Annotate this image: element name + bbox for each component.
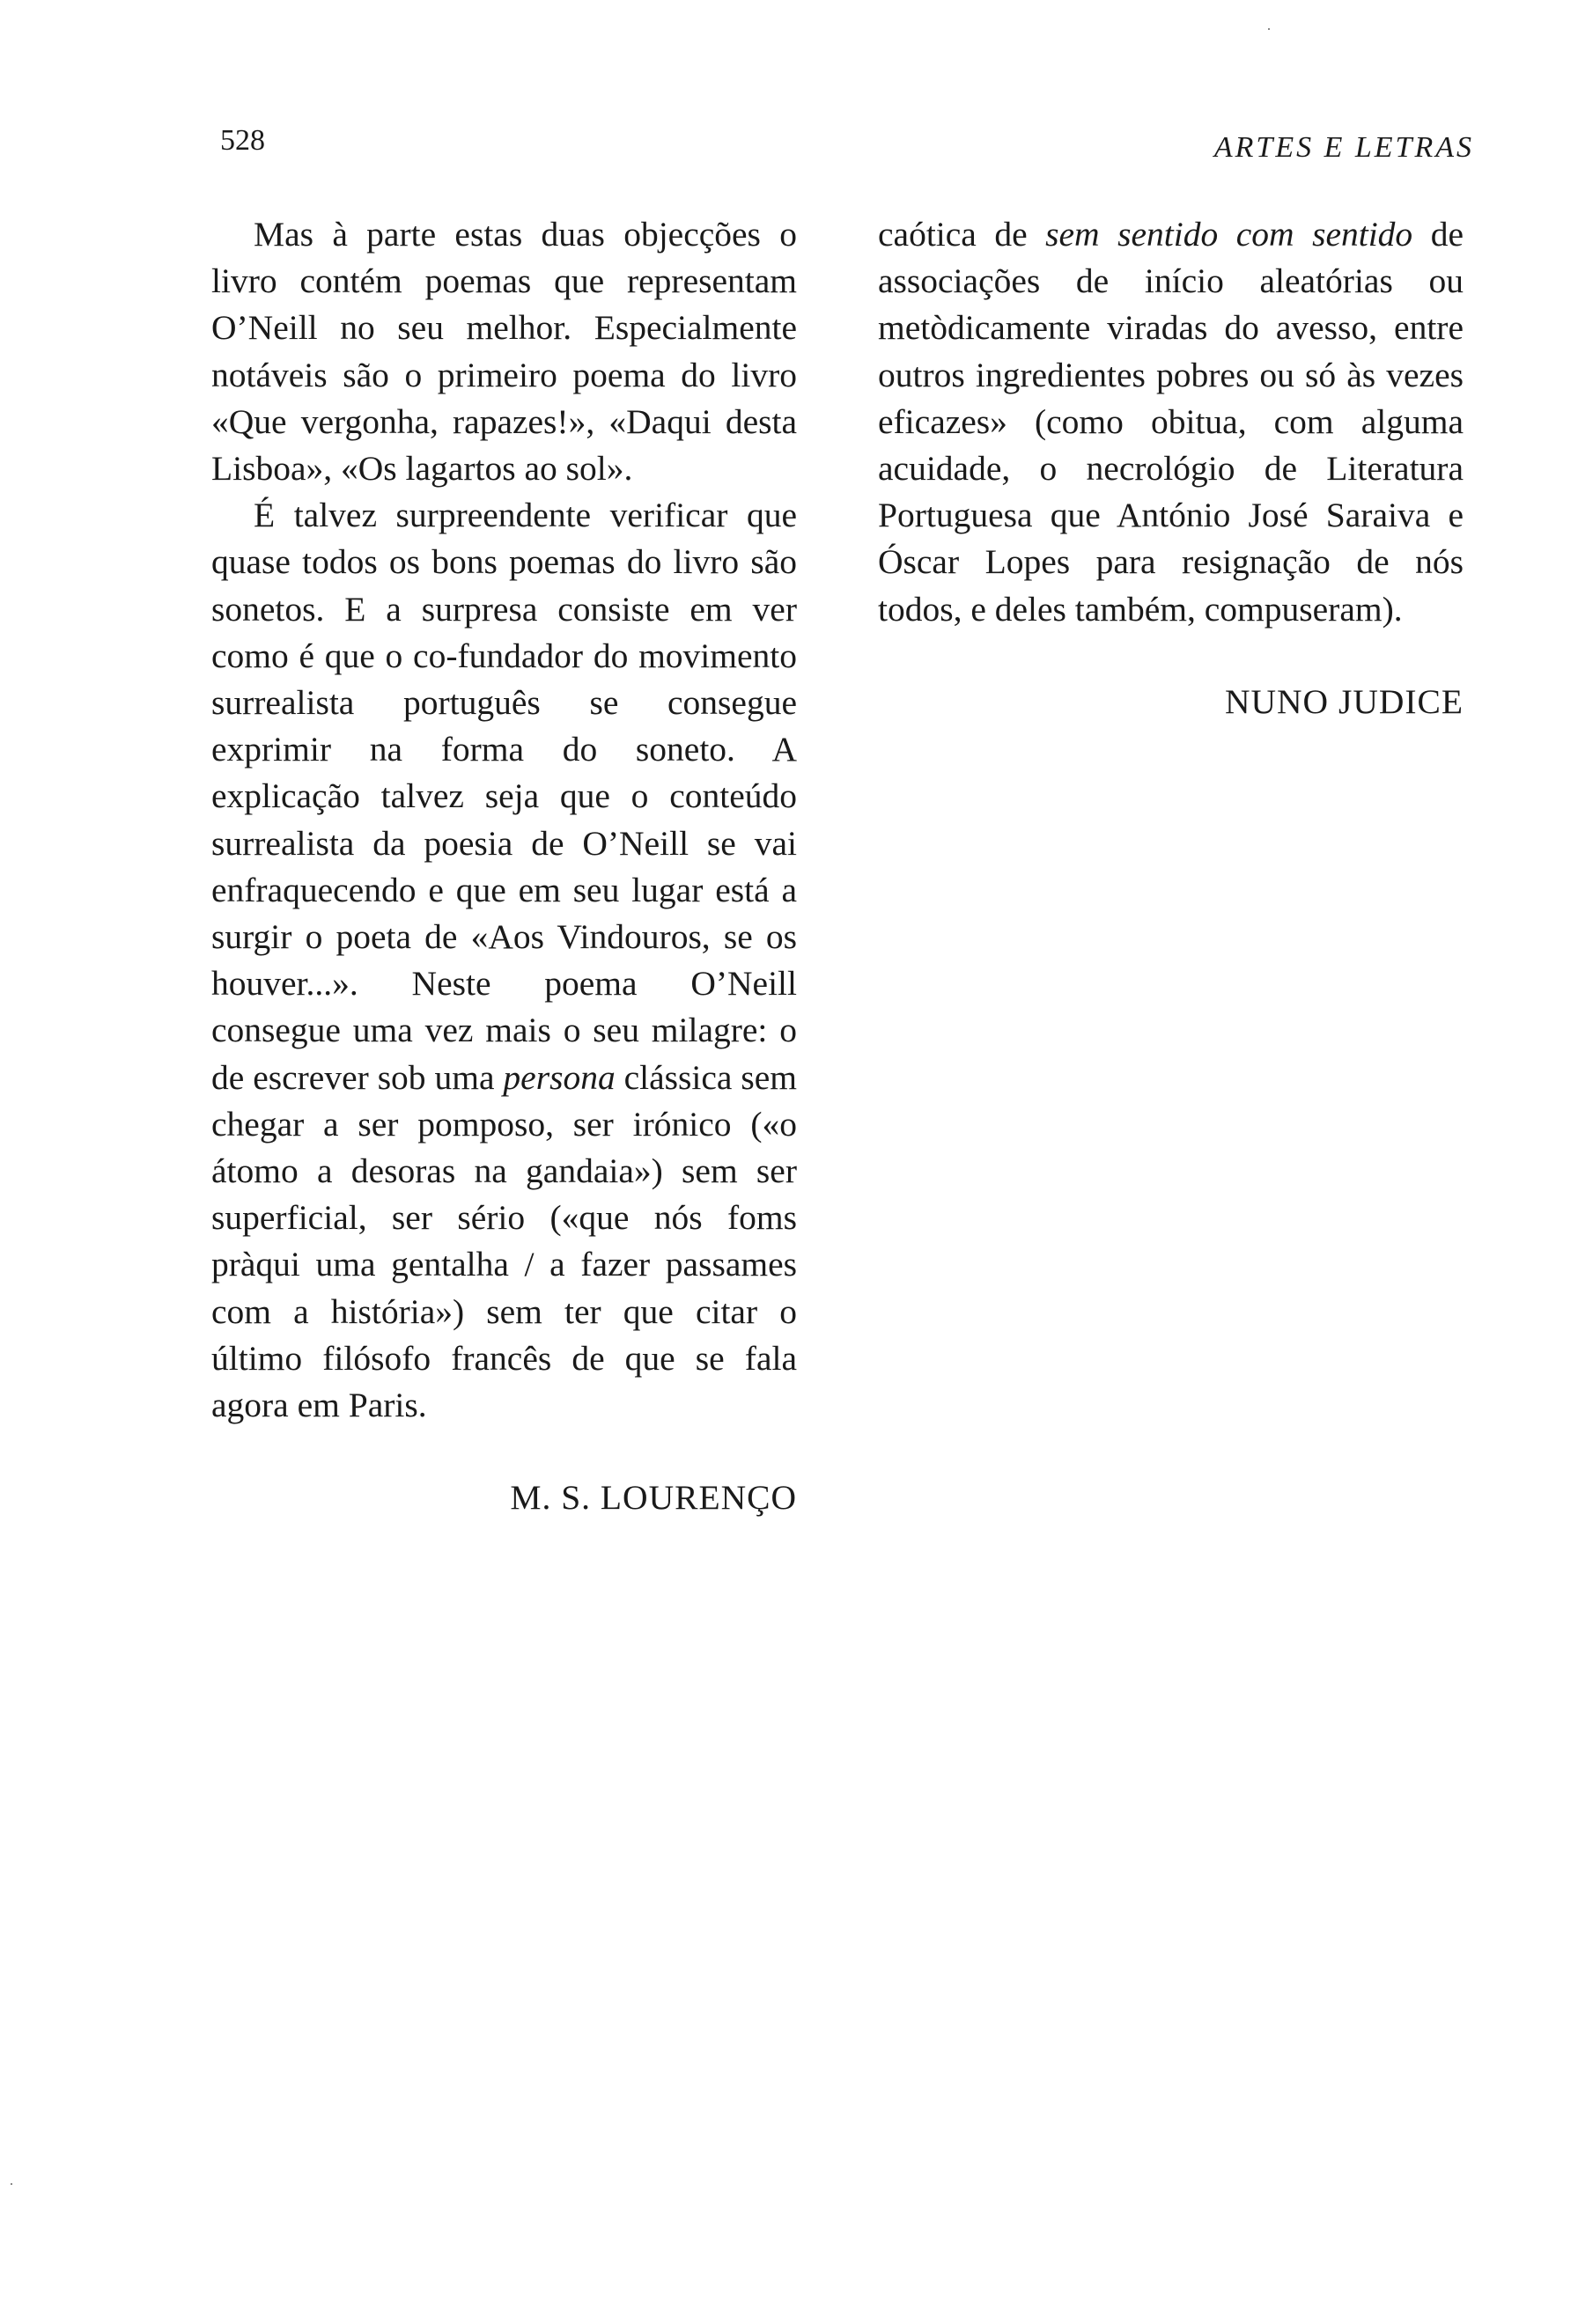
text-segment: Mas à parte estas duas objecções o livro contém poemas que representam O’Neill no seu melhor. Especialmente notáveis são o primeiro poema do livro «Que vergonha, rapazes!», «Daqui desta Lisboa», «Os lagartos ao sol». (211, 215, 797, 489)
text-segment: de associações de início aleatórias ou metòdicamente viradas do avesso, entre outros ingredientes pobres ou só às vezes eficazes» (como obitua, com alguma acuidade, o necrológio de Literatura Portuguesa que António José Saraiva e Óscar Lopes para resignação de nós todos, e deles também, compuseram). (878, 215, 1464, 629)
italic-term: persona (503, 1057, 616, 1097)
author-signature: NUNO JUDICE (1224, 681, 1464, 721)
text-segment: caótica de (878, 215, 1046, 254)
paragraph (878, 211, 1464, 633)
running-title: ARTES E LETRAS (1213, 131, 1474, 164)
scan-speck (11, 2183, 12, 2185)
page-number: 528 (220, 124, 265, 157)
paragraph (211, 492, 797, 1429)
right-column (878, 211, 1464, 725)
text-segment: clássica sem chegar a ser pomposo, ser irónico («o átomo a desoras na gandaia») sem ser superficial, ser sério («que nós foms pràqui uma gentalha / a fazer passames com a história») sem ter que citar o último filósofo francês de que se fala agora em Paris. (211, 1057, 798, 1425)
scan-speck (1268, 28, 1270, 30)
text-segment: É talvez surpreendente verificar que quase todos os bons poemas do livro são sonetos. E a surpresa consiste em ver como é que o co-fundador do movimento surrealista português se consegue exprimir na forma do soneto. A explicação talvez seja que o conteúdo surrealista da poesia de O’Neill se vai enfraquecendo e que em seu lugar está a surgir o poeta de «Aos Vindouros, se os houver...». Neste poema O’Neill consegue uma vez mais o seu milagre: o de escrever sob uma (211, 496, 797, 1097)
italic-term: sem sentido com sentido (1045, 215, 1413, 254)
left-column (211, 211, 797, 1521)
paragraph (211, 211, 797, 492)
author-signature: M. S. LOURENÇO (510, 1478, 797, 1518)
